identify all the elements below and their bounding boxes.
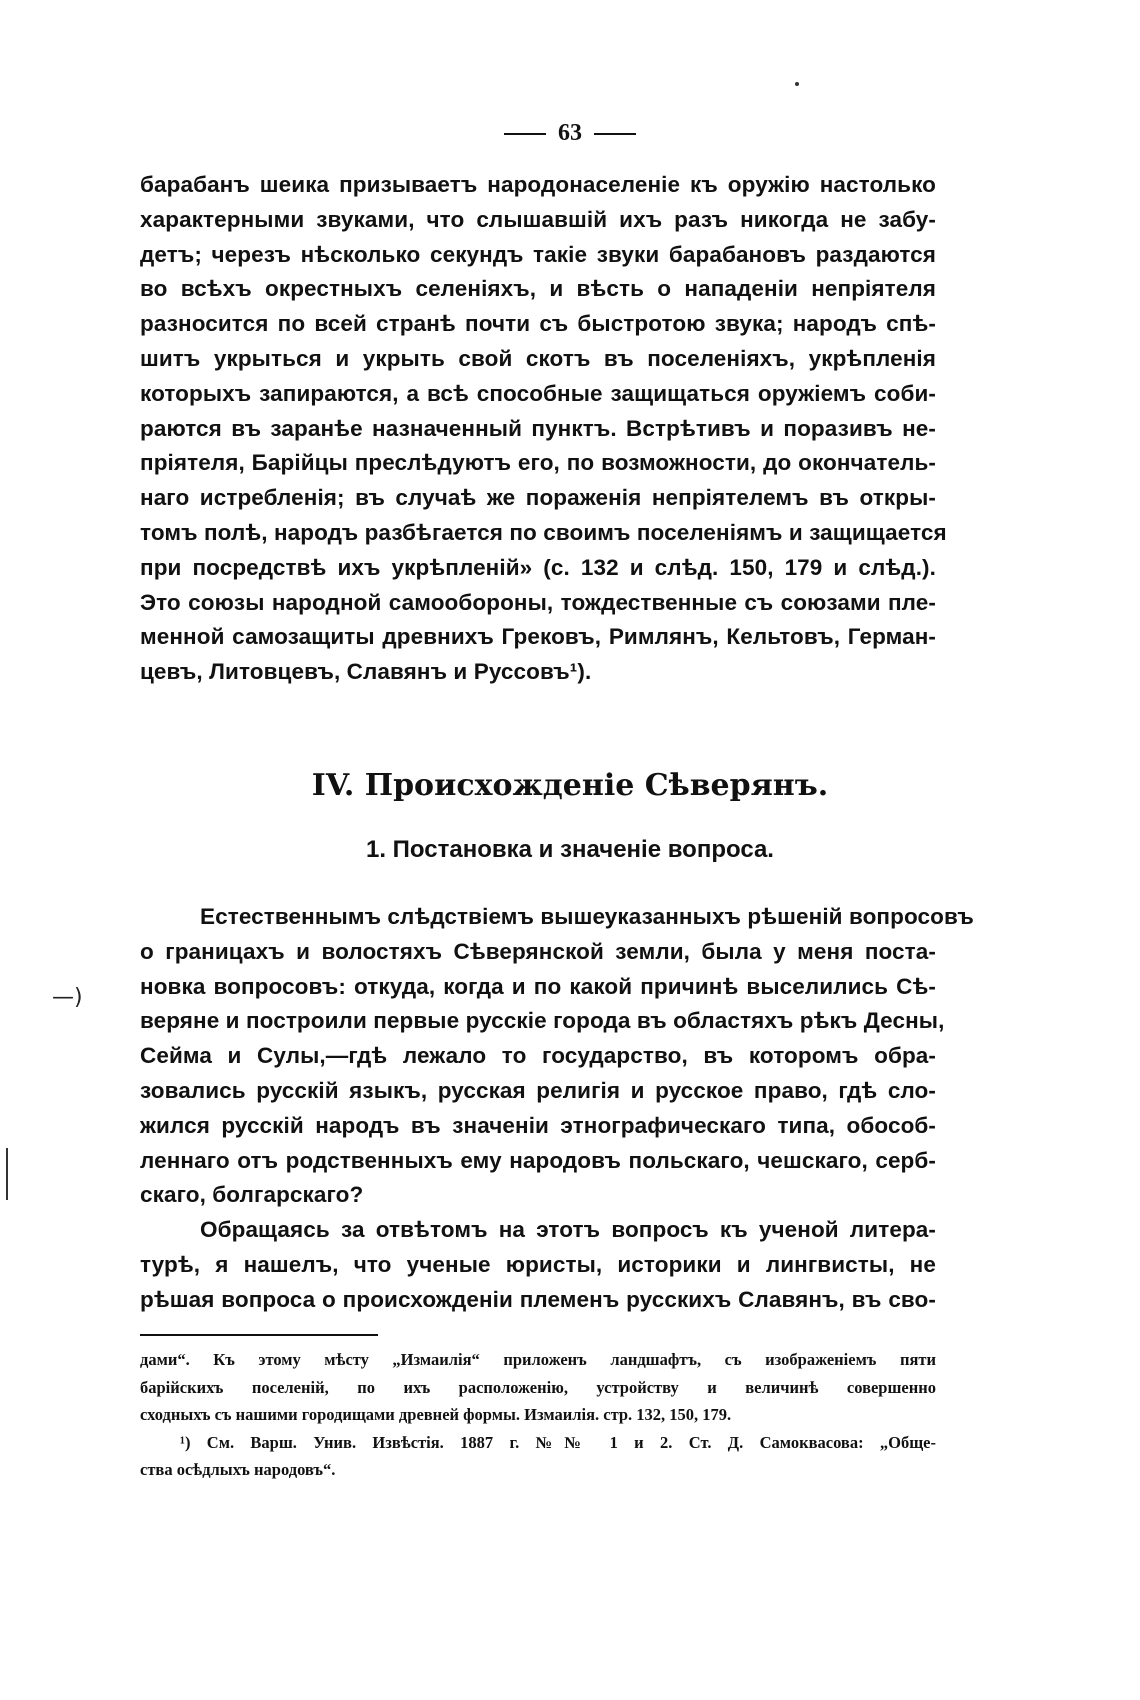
text-line: веряне и построили первые русскіе города въ областяхъ рѣкъ Десны, xyxy=(140,1008,945,1034)
text-line: леннаго отъ родственныхъ ему народовъ польскаго, чешскаго, серб- xyxy=(140,1147,936,1173)
text-line: пріятеля, Барійцы преслѣдуютъ его, по возможности, до окончатель- xyxy=(140,450,936,476)
page-number-text: 63 xyxy=(558,120,582,146)
page-number xyxy=(0,120,1140,147)
text-line: новка вопросовъ: откуда, когда и по какой причинѣ выселились Сѣ- xyxy=(140,973,936,999)
section-heading: 1. Постановка и значеніе вопроса. xyxy=(366,836,774,863)
chapter-heading: IV. Происхожденіе Сѣверянъ. xyxy=(311,768,829,803)
margin-annotation: —) xyxy=(52,985,83,1010)
footnote-rule xyxy=(140,1334,378,1336)
footnotes xyxy=(140,1346,936,1484)
footnote-line: барійскихъ поселеній, по ихъ расположенію, устройству и величинѣ совершенно xyxy=(140,1377,936,1397)
text-line: барабанъ шеика призываетъ народонаселеніе къ оружію настолько xyxy=(140,172,936,197)
text-line: шитъ укрыться и укрыть свой скотъ въ поселеніяхъ, укрѣпленія xyxy=(140,345,936,371)
text-line: Сейма и Сулы,—гдѣ лежало то государство, въ которомъ обра- xyxy=(140,1043,936,1069)
text-line: о границахъ и волостяхъ Сѣверянской земли, была у меня поста- xyxy=(140,938,936,964)
text-line: Обращаясь за отвѣтомъ на этотъ вопросъ къ ученой литера- xyxy=(200,1217,936,1243)
footnote-line: дами“. Къ этому мѣсту „Измаилія“ приложенъ ландшафтъ, съ изображеніемъ пяти xyxy=(140,1350,936,1369)
footnote-line: ¹) См. Варш. Унив. Извѣстія. 1887 г. №№ 1 и 2. Ст. Д. Самоквасова: „Обще- xyxy=(180,1432,936,1452)
text-line: характерными звуками, что слышавшій ихъ разъ никогда не забу- xyxy=(140,206,936,232)
text-line: цевъ, Литовцевъ, Славянъ и Руссовъ¹). xyxy=(140,659,592,685)
text-line: разносится по всей странѣ почти съ быстротою звука; народъ спѣ- xyxy=(140,311,936,337)
body-text xyxy=(140,900,974,1318)
text-line: во всѣхъ окрестныхъ селеніяхъ, и вѣсть о нападеніи непріятеля xyxy=(140,276,936,302)
text-line: Это союзы народной самообороны, тождественные съ союзами пле- xyxy=(140,589,936,615)
scan-speck xyxy=(795,82,799,86)
text-line: турѣ, я нашелъ, что ученые юристы, историки и лингвисты, не xyxy=(140,1251,936,1277)
text-line: Естественнымъ слѣдствіемъ вышеуказанныхъ рѣшеній вопросовъ xyxy=(200,904,974,929)
paragraph-continued xyxy=(140,168,947,690)
text-line: наго истребленія; въ случаѣ же пораженія непріятелемъ въ откры- xyxy=(140,485,936,511)
text-line: томъ полѣ, народъ разбѣгается по своимъ поселеніямъ и защищается xyxy=(140,519,947,545)
text-line: раются въ заранѣе назначенный пунктъ. Встрѣтивъ и поразивъ не- xyxy=(140,415,936,441)
scan-edge-mark xyxy=(6,1148,8,1200)
footnote-line: сходныхъ съ нашими городищами древней формы. Измаилія. стр. 132, 150, 179. xyxy=(140,1405,732,1424)
text-line: рѣшая вопроса о происхожденіи племенъ русскихъ Славянъ, въ сво- xyxy=(140,1286,936,1312)
text-line: зовались русскій языкъ, русская религія и русское право, гдѣ сло- xyxy=(140,1077,936,1103)
text-line: при посредствѣ ихъ укрѣпленій» (с. 132 и слѣд. 150, 179 и слѣд.). xyxy=(140,554,936,580)
text-line: менной самозащиты древнихъ Грековъ, Римлянъ, Кельтовъ, Герман- xyxy=(140,624,936,650)
text-line: жился русскій народъ въ значеніи этнографическаго типа, обособ- xyxy=(140,1112,936,1138)
text-line: скаго, болгарскаго? xyxy=(140,1182,364,1208)
footnote-line: ства осѣдлыхъ народовъ“. xyxy=(140,1460,336,1479)
text-line: детъ; черезъ нѣсколько секундъ такіе звуки барабановъ раздаются xyxy=(140,241,936,267)
text-line: которыхъ запираются, а всѣ способные защищаться оружіемъ соби- xyxy=(140,380,936,406)
